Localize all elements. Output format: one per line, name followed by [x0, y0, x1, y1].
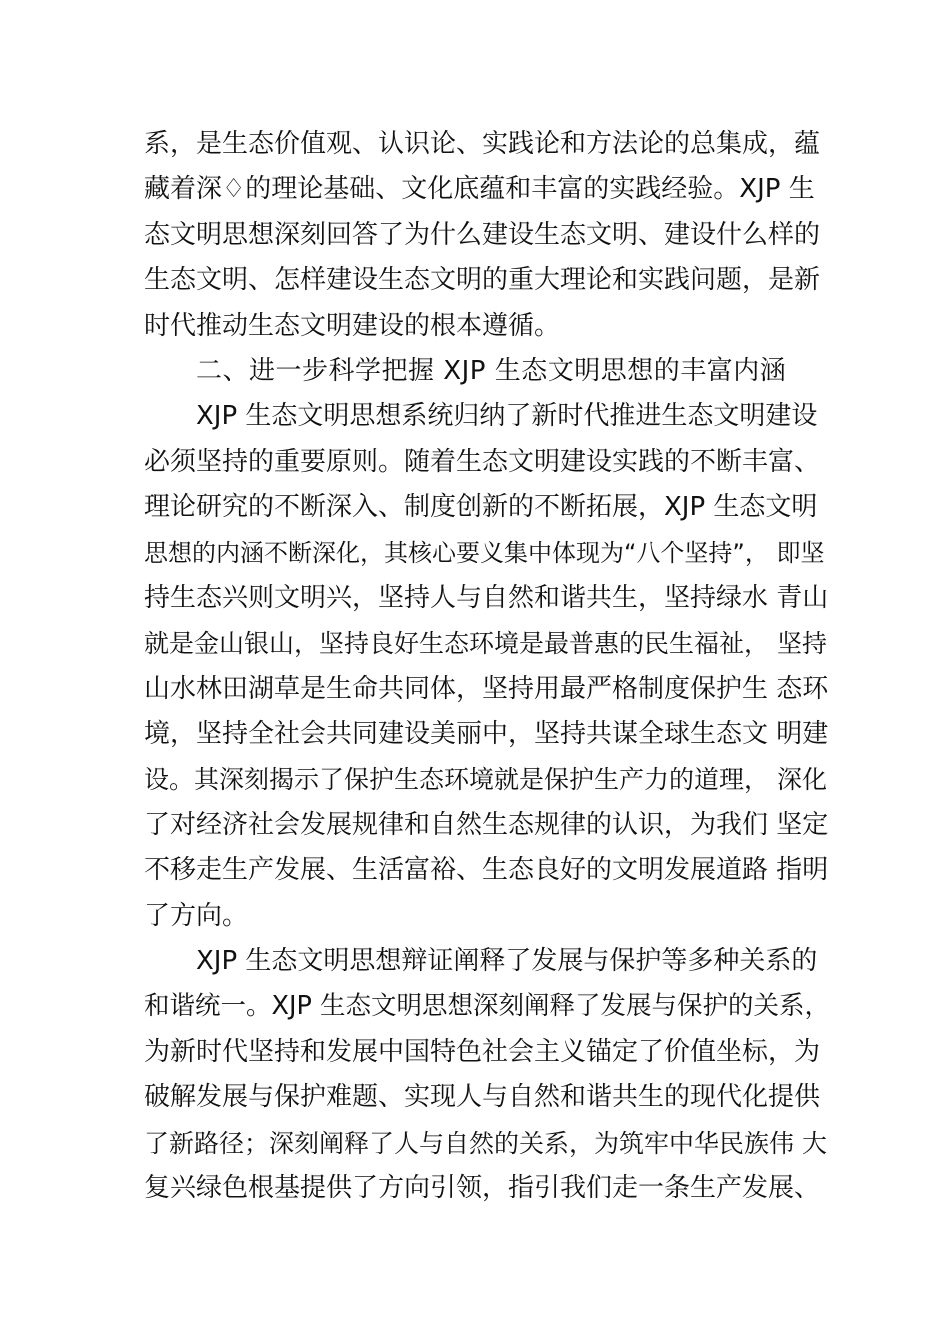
text-line: 破解发展与保护难题、实现人与自然和谐共生的现代化提供	[144, 1082, 821, 1113]
text-line: XJP 生态文明思想系统归纳了新时代推进生态文明建设	[196, 401, 818, 432]
text-line: 了新路径；深刻阐释了人与自然的关系，为筑牢中华民族伟 大	[144, 1128, 827, 1158]
text-line: 思想的内涵不断深化，其核心要义集中体现为“八个坚持”， 即坚	[144, 538, 825, 567]
text-line: 理论研究的不断深入、制度创新的不断拓展，XJP 生态文明	[144, 492, 818, 523]
section-heading: 二、进一步科学把握 XJP 生态文明思想的丰富内涵	[196, 355, 787, 386]
text-line: 持生态兴则文明兴，坚持人与自然和谐共生，坚持绿水 青山	[144, 582, 829, 613]
text-line: 就是金山银山，坚持良好生态环境是最普惠的民生福祉， 坚持	[144, 629, 827, 659]
text-line: 了对经济社会发展规律和自然生态规律的认识，为我们 坚定	[144, 809, 829, 840]
text-line: 复兴绿色根基提供了方向引领，指引我们走一条生产发展、	[144, 1172, 821, 1203]
text-line: 为新时代坚持和发展中国特色社会主义锚定了价值坐标，为	[144, 1036, 821, 1067]
text-line: 和谐统一。XJP 生态文明思想深刻阐释了发展与保护的关系，	[144, 991, 830, 1022]
body-text	[144, 122, 834, 1211]
text-line: 必须坚持的重要原则。随着生态文明建设实践的不断丰富、	[144, 446, 821, 477]
text-line: 不移走生产发展、生活富裕、生态良好的文明发展道路 指明	[144, 855, 829, 886]
text-line: 态文明思想深刻回答了为什么建设生态文明、建设什么样的	[144, 219, 821, 250]
text-line: 藏着深♢的理论基础、文化底蕴和丰富的实践经验。XJP 生	[144, 174, 815, 205]
text-line: 系，是生态价值观、认识论、实践论和方法论的总集成，蕴	[144, 129, 821, 159]
text-line: 设。其深刻揭示了保护生态环境就是保护生产力的道理， 深化	[144, 765, 827, 795]
text-line: 了方向。	[144, 900, 249, 931]
text-line: 时代推动生态文明建设的根本遵循。	[144, 310, 561, 341]
text-line: XJP 生态文明思想辩证阐释了发展与保护等多种关系的	[196, 946, 818, 977]
text-line: 境，坚持全社会共同建设美丽中，坚持共谋全球生态文 明建	[144, 719, 829, 750]
text-line: 山水林田湖草是生命共同体，坚持用最严格制度保护生 态环	[144, 673, 829, 704]
text-line: 生态文明、怎样建设生态文明的重大理论和实践问题，是新	[144, 265, 821, 296]
